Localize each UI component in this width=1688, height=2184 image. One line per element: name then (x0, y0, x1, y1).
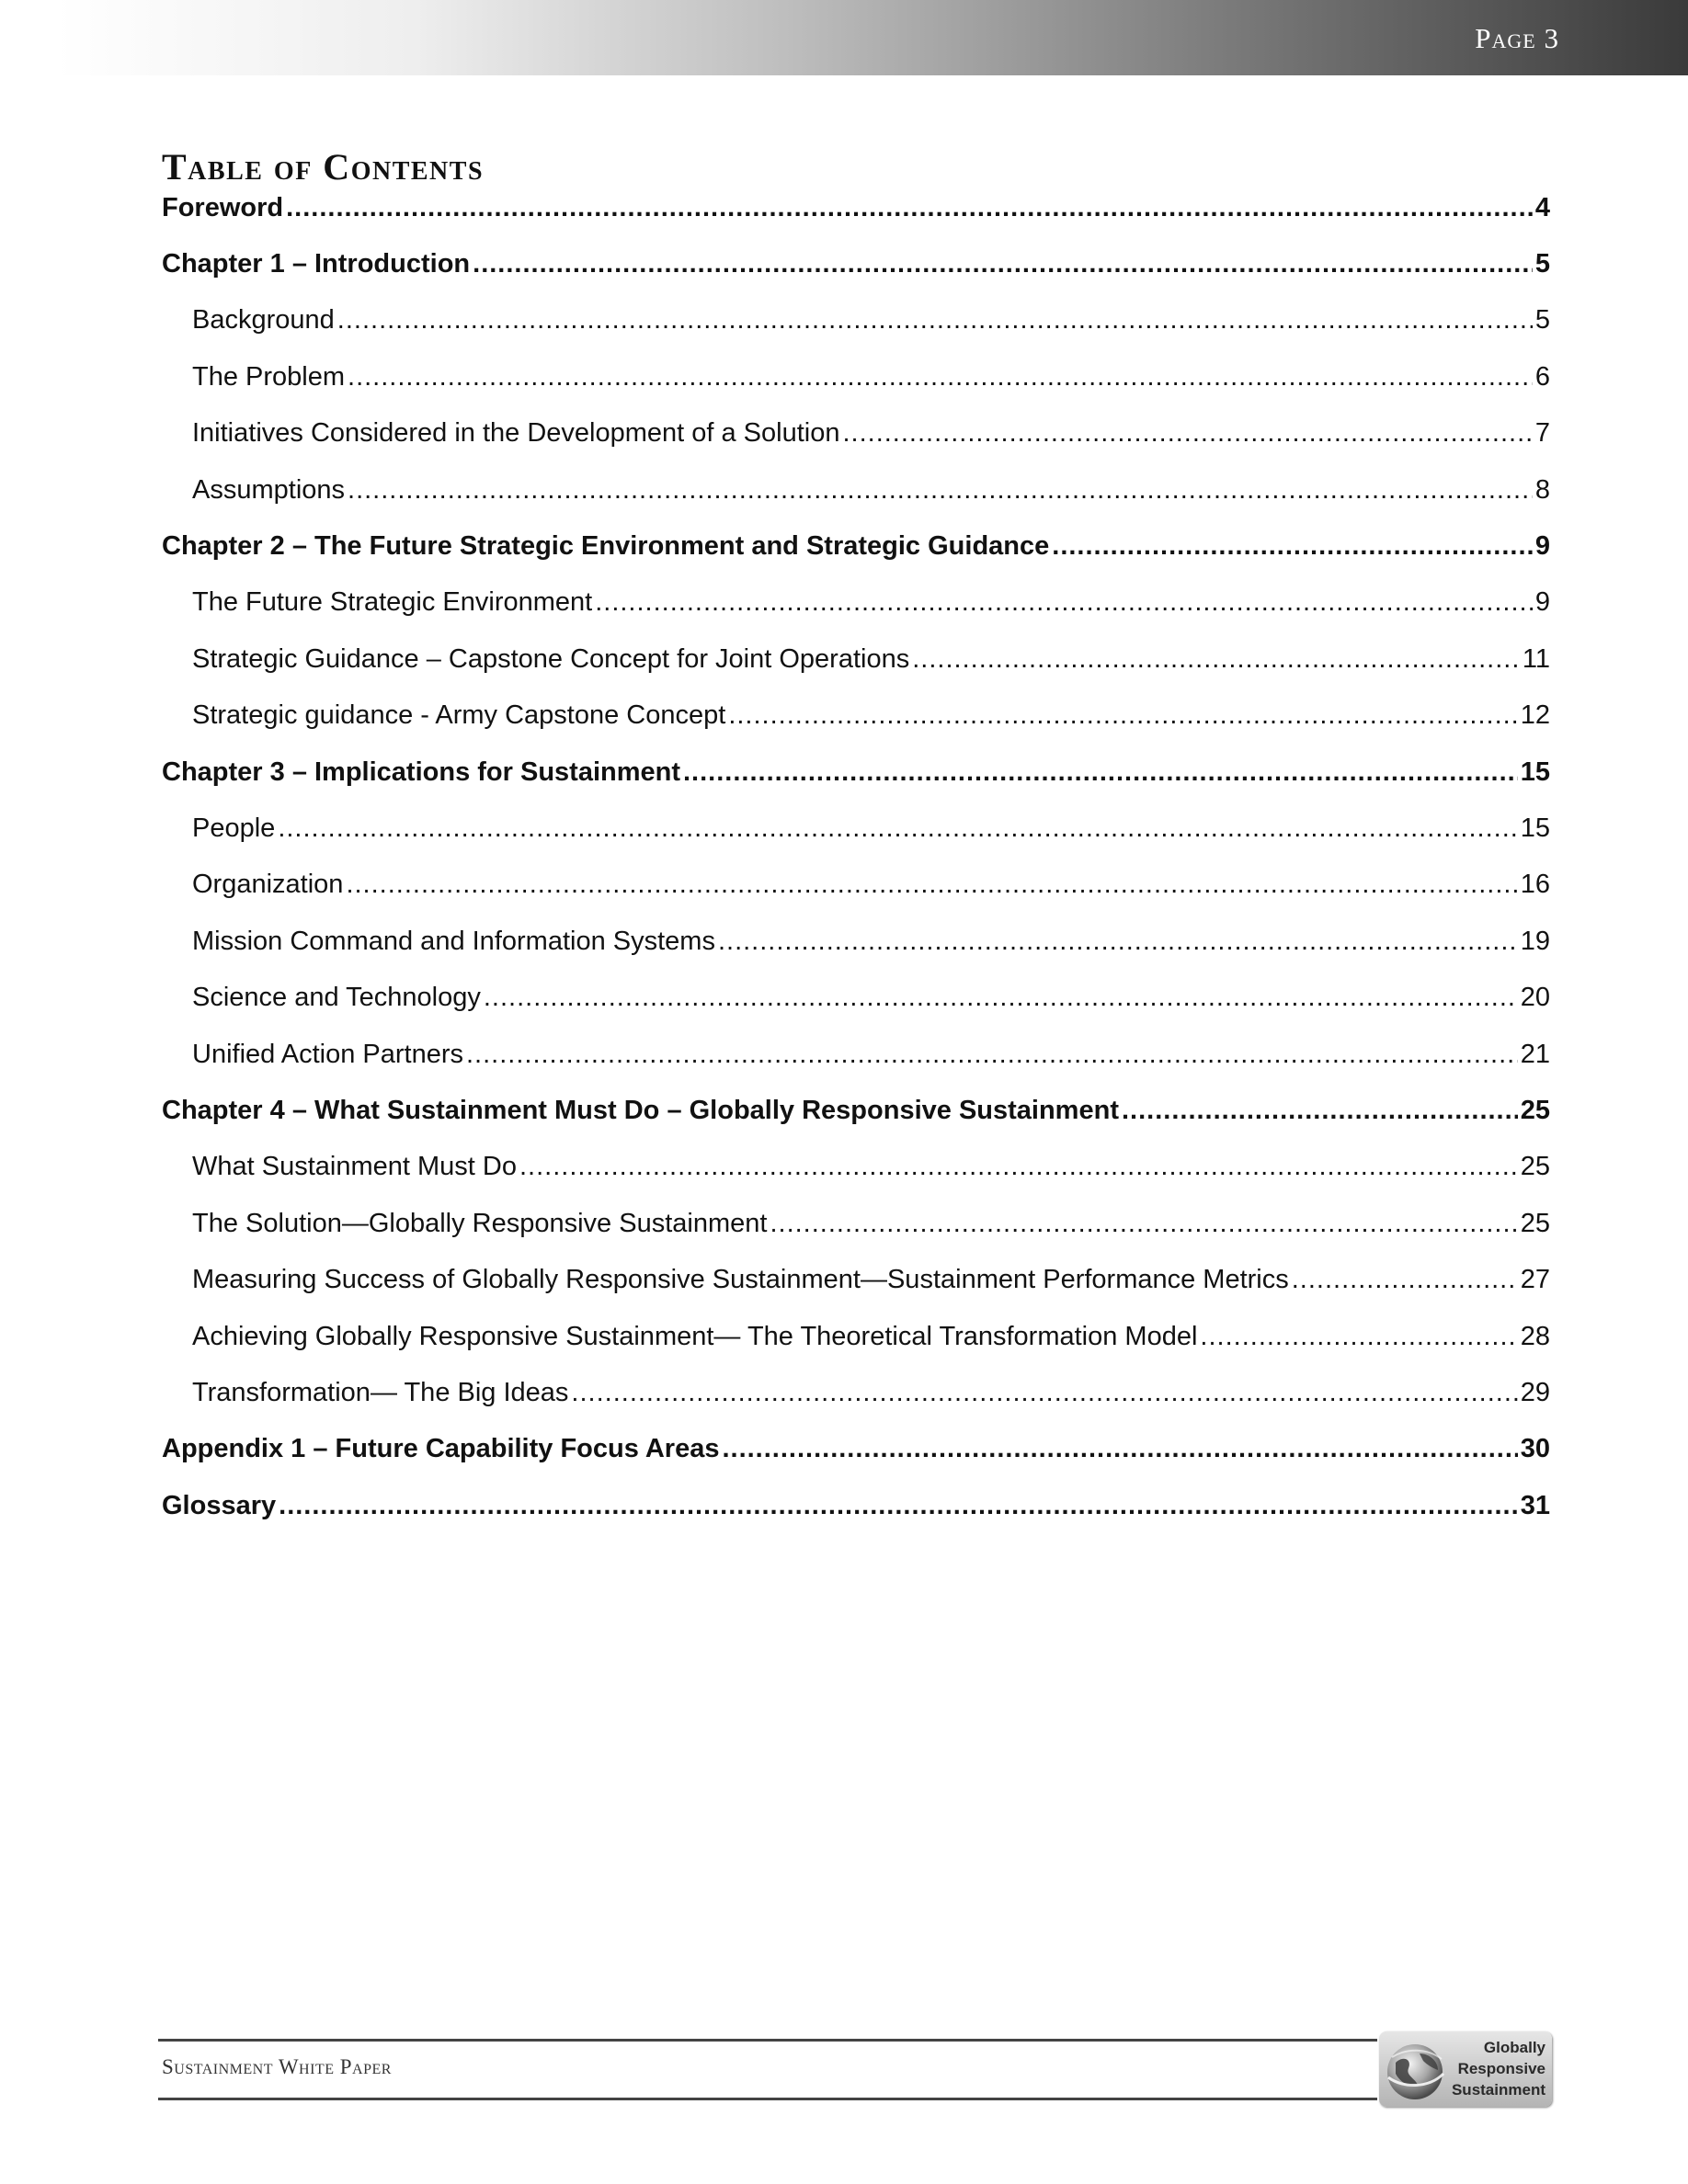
toc-page-number: 28 (1520, 1322, 1550, 1351)
toc-entry-label: Transformation— The Big Ideas (192, 1378, 569, 1407)
toc-page-number: 9 (1534, 587, 1550, 617)
toc-page-number: 15 (1520, 813, 1550, 843)
toc-entry-assumptions[interactable] (162, 472, 1550, 508)
toc-entry-future-strategic-environment[interactable] (162, 584, 1550, 620)
toc-page-number: 21 (1520, 1040, 1550, 1069)
toc-leader-dots (595, 584, 1533, 620)
toc-entry-label: People (192, 813, 276, 843)
toc-entry-chapter-2[interactable] (162, 528, 1550, 564)
toc-page-number: 7 (1534, 418, 1550, 448)
toc-page-number: 25 (1520, 1209, 1550, 1238)
toc-page-number: 12 (1520, 700, 1550, 730)
header-bar (57, 0, 1688, 75)
toc-entry-label: Chapter 3 – Implications for Sustainment (162, 757, 680, 787)
toc-leader-dots (718, 923, 1518, 960)
toc-leader-dots (1052, 528, 1533, 564)
toc-leader-dots (1200, 1318, 1517, 1355)
toc-entry-appendix-1[interactable] (162, 1430, 1550, 1467)
toc-page-number: 25 (1520, 1152, 1550, 1181)
toc-page-number: 6 (1534, 362, 1550, 392)
toc-leader-dots (519, 1148, 1518, 1185)
toc-entry-initiatives[interactable] (162, 415, 1550, 451)
footer-divider-bottom (158, 2098, 1377, 2100)
toc-entry-label: Achieving Globally Responsive Sustainment— The Theoretical Transformation Model (192, 1322, 1198, 1351)
toc-leader-dots (683, 754, 1518, 791)
toc-leader-dots (286, 189, 1533, 226)
toc-page-number: 4 (1534, 193, 1550, 222)
logo-text-line: Globally (1483, 2039, 1545, 2056)
toc-page-number: 5 (1534, 249, 1550, 279)
toc-page-number: 25 (1520, 1096, 1550, 1125)
toc-page-number: 16 (1520, 870, 1550, 899)
toc-entry-label: Strategic guidance - Army Capstone Concept (192, 700, 726, 730)
toc-leader-dots (473, 245, 1533, 282)
toc-entry-label: Measuring Success of Globally Responsive Sustainment—Sustainment Performance Metrics (192, 1265, 1289, 1294)
page-number: Page 3 (1475, 22, 1559, 54)
toc-entry-label: Unified Action Partners (192, 1040, 463, 1069)
toc-entry-what-sustainment-must-do[interactable] (162, 1148, 1550, 1185)
toc-leader-dots (722, 1430, 1517, 1467)
toc-entry-the-problem[interactable] (162, 358, 1550, 395)
toc-entry-label: Initiatives Considered in the Development of a Solution (192, 418, 840, 448)
toc-entry-mission-command[interactable] (162, 923, 1550, 960)
toc-entry-label: Appendix 1 – Future Capability Focus Areas (162, 1434, 720, 1463)
toc-entry-army-capstone-concept[interactable] (162, 697, 1550, 734)
toc-page-number: 20 (1520, 983, 1550, 1012)
toc-leader-dots (1122, 1092, 1518, 1129)
toc-entry-label: Organization (192, 870, 344, 899)
toc-entry-label: Science and Technology (192, 983, 481, 1012)
toc-leader-dots (484, 979, 1518, 1016)
toc-leader-dots (728, 697, 1517, 734)
toc-page-number: 11 (1522, 644, 1550, 674)
toc-leader-dots (337, 301, 1533, 338)
toc-entry-label: The Future Strategic Environment (192, 587, 593, 617)
toc-entry-label: The Solution—Globally Responsive Sustainment (192, 1209, 768, 1238)
toc-entry-label: Background (192, 305, 335, 335)
toc-leader-dots (278, 810, 1517, 847)
toc-entry-label: Glossary (162, 1491, 277, 1520)
toc-entry-chapter-4[interactable] (162, 1092, 1550, 1129)
toc-entry-people[interactable] (162, 810, 1550, 847)
toc-entry-capstone-joint-operations[interactable] (162, 641, 1550, 677)
toc-entry-label: Chapter 1 – Introduction (162, 249, 471, 279)
toc-page-number: 15 (1520, 757, 1550, 787)
toc-page-number: 19 (1520, 927, 1550, 956)
toc-leader-dots (466, 1036, 1518, 1073)
toc-leader-dots (1292, 1261, 1518, 1298)
logo-text (1452, 2037, 1545, 2100)
toc-entry-glossary[interactable] (162, 1487, 1550, 1524)
toc-entry-chapter-3[interactable] (162, 754, 1550, 791)
toc-entry-organization[interactable] (162, 866, 1550, 903)
toc-leader-dots (770, 1205, 1517, 1242)
globe-icon (1381, 2037, 1449, 2103)
toc-entry-science-technology[interactable] (162, 979, 1550, 1016)
toc-page-number: 30 (1520, 1434, 1550, 1463)
logo-text-line: Sustainment (1451, 2081, 1545, 2099)
toc-page-number: 9 (1534, 531, 1550, 561)
toc-entry-big-ideas[interactable] (162, 1374, 1550, 1411)
toc-entry-measuring-success[interactable] (162, 1261, 1550, 1298)
toc-leader-dots (348, 472, 1533, 508)
toc-entry-label: What Sustainment Must Do (192, 1152, 517, 1181)
toc-entry-label: The Problem (192, 362, 346, 392)
toc-entry-the-solution[interactable] (162, 1205, 1550, 1242)
toc-title: Table of Contents (162, 146, 485, 188)
toc-leader-dots (346, 866, 1517, 903)
toc-entry-chapter-1[interactable] (162, 245, 1550, 282)
footer-divider-top (158, 2039, 1377, 2042)
toc-page-number: 29 (1520, 1378, 1550, 1407)
toc-entry-achieving-sustainment[interactable] (162, 1318, 1550, 1355)
toc-page-number: 27 (1520, 1265, 1550, 1294)
toc-entry-label: Strategic Guidance – Capstone Concept for Joint Operations (192, 644, 910, 674)
footer-title: Sustainment White Paper (162, 2055, 392, 2078)
toc-entry-unified-action-partners[interactable] (162, 1036, 1550, 1073)
toc-page-number: 5 (1534, 305, 1550, 335)
toc-leader-dots (348, 358, 1533, 395)
toc-leader-dots (279, 1487, 1518, 1524)
toc-leader-dots (842, 415, 1532, 451)
toc-entry-foreword[interactable] (162, 189, 1550, 226)
toc-entry-label: Chapter 4 – What Sustainment Must Do – Globally Responsive Sustainment (162, 1096, 1119, 1125)
toc-entry-label: Chapter 2 – The Future Strategic Environment and Strategic Guidance (162, 531, 1050, 561)
globally-responsive-sustainment-logo (1379, 2031, 1552, 2107)
toc-leader-dots (912, 641, 1520, 677)
toc-entry-label: Mission Command and Information Systems (192, 927, 715, 956)
toc-page-number: 8 (1534, 475, 1550, 505)
logo-text-line: Responsive (1457, 2060, 1545, 2077)
toc-entry-background[interactable] (162, 301, 1550, 338)
toc-page-number: 31 (1520, 1491, 1550, 1520)
toc-entry-label: Foreword (162, 193, 284, 222)
toc-leader-dots (571, 1374, 1517, 1411)
toc-entry-label: Assumptions (192, 475, 346, 505)
